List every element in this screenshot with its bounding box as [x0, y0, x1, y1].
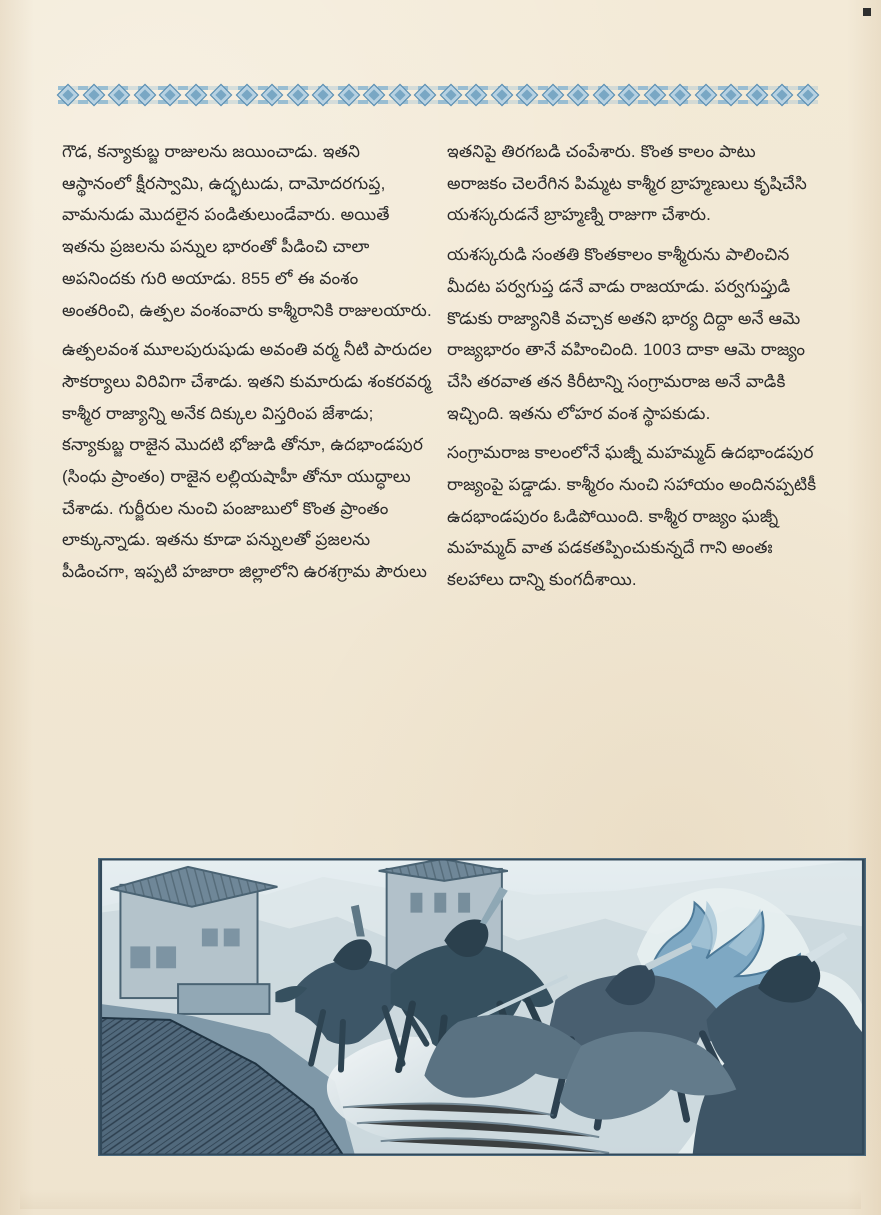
ornamental-border-icon [414, 84, 437, 107]
right-paragraph-3: సంగ్రామరాజ కాలంలోనే ఘజ్నీ మహమ్మద్ ఉదభాండపుర రాజ్యంపై పడ్డాడు. కాశ్మీరం నుంచి సహాయం అందినప్పటికీ ఉదభాండపురం ఓడిపోయింది. కాశ్మీర రాజ్యం ఘజ్నీ మహమ్మద్ వాత పడకతప్పించుకున్నదే గాని అంతః కలహాలు దాన్ని కుంగదీశాయి. [447, 443, 817, 590]
corner-mark [863, 8, 871, 16]
left-paragraph-2: ఉత్పలవంశ మూలపురుషుడు అవంతి వర్మ నీటి పారుదల సౌకర్యాలు విరివిగా చేశాడు. ఇతని కుమారుడు శంకరవర్మ కాశ్మీర రాజ్యాన్ని అనేక దిక్కుల విస్తరింప జేశాడు; కన్యాకుబ్జ రాజైన మొదటి భోజుడి తోనూ, ఉదభాండపుర (సింధు ప్రాంతం) రాజైన లల్లియషాహీ తోనూ యుద్ధాలు చేశాడు. గుర్జీరుల నుంచి పంజాబులో కొంత ప్రాంతం లాక్కున్నాడు. ఇతను కూడా పన్నులతో ప్రజలను పీడించగా, ఇప్పటి హజారా జిల్లాలోని ఉరశగ్రామ పౌరులు [62, 340, 433, 582]
ornamental-border-icon [669, 84, 692, 107]
ornamental-border-icon [490, 84, 513, 107]
right-paragraph-2: యశస్కరుడి సంతతి కొంతకాలం కాశ్మీరును పాలించిన మీదట పర్వగుప్త డనే వాడు రాజయాడు. పర్వగుప్తుడి కొడుకు రాజ్యానికి వచ్చాక అతని భార్య దిద్దా అనే ఆమె రాజ్యభారం తానే వహించింది. 1003 దాకా ఆమె రాజ్యం చేసి తరవాత తన కిరీటాన్ని సంగ్రామరాజ అనే వాడికి ఇచ్చింది. ఇతను లోహర వంశ స్థాపకుడు. [447, 245, 806, 423]
ornamental-border-icon [695, 84, 718, 107]
ornamental-border-icon [108, 84, 131, 107]
ornamental-border [58, 83, 818, 107]
ornamental-border-icon [797, 84, 820, 107]
battle-scene-illustration [98, 858, 866, 1156]
ornamental-border-icon [439, 84, 462, 107]
ornamental-border-icon [82, 84, 105, 107]
left-page-shadow [0, 0, 34, 1215]
ornamental-border-icon [771, 84, 794, 107]
ornamental-border-icon [337, 84, 360, 107]
ornamental-border-icon [184, 84, 207, 107]
left-text-column [62, 136, 434, 596]
left-paragraph-1: గౌడ, కన్యాకుబ్జ రాజులను జయించాడు. ఇతని ఆస్థానంలో క్షీరస్వామి, ఉద్భటుడు, దామోదరగుప్త, వామనుడు మొదలైన పండితులుండేవారు. అయితే ఇతను ప్రజలను పన్నుల భారంతో పీడించి చాలా అపనిందకు గురి అయాడు. 855 లో ఈ వంశం అంతరించి, ఉత్పల వంశంవారు కాశ్మీరానికి రాజులయారు. [62, 142, 432, 320]
ornamental-border-icon [644, 84, 667, 107]
battle-scene-illustration-svg [99, 859, 865, 1155]
ornamental-border-icon [133, 84, 156, 107]
ornamental-border-icon [465, 84, 488, 107]
ornamental-border-icon [363, 84, 386, 107]
buildings-left [111, 867, 278, 1014]
ornamental-border-icon [541, 84, 564, 107]
ornamental-border-icon [261, 84, 284, 107]
ornamental-border-icon [159, 84, 182, 107]
ornamental-border-icon [286, 84, 309, 107]
ornamental-border-icon [516, 84, 539, 107]
ornamental-border-icon [618, 84, 641, 107]
ornamental-border-icon [57, 84, 80, 107]
ornamental-border-icon [210, 84, 233, 107]
right-text-column [447, 136, 819, 604]
ornamental-border-icon [567, 84, 590, 107]
ornamental-border-icon [312, 84, 335, 107]
right-paragraph-1: ఇతనిపై తిరగబడి చంపేశారు. కొంత కాలం పాటు అరాజకం చెలరేగిన పిమ్మట కాశ్మీర బ్రాహ్మణులు కృషిచేసి యశస్కరుడనే బ్రాహ్మణ్ని రాజుగా చేశారు. [447, 142, 808, 225]
paper-stain [20, 1189, 861, 1209]
ornamental-border-icon [720, 84, 743, 107]
ornamental-border-icon [746, 84, 769, 107]
ornamental-border-icon [235, 84, 258, 107]
ornamental-border-icon [388, 84, 411, 107]
ornamental-border-icon [593, 84, 616, 107]
